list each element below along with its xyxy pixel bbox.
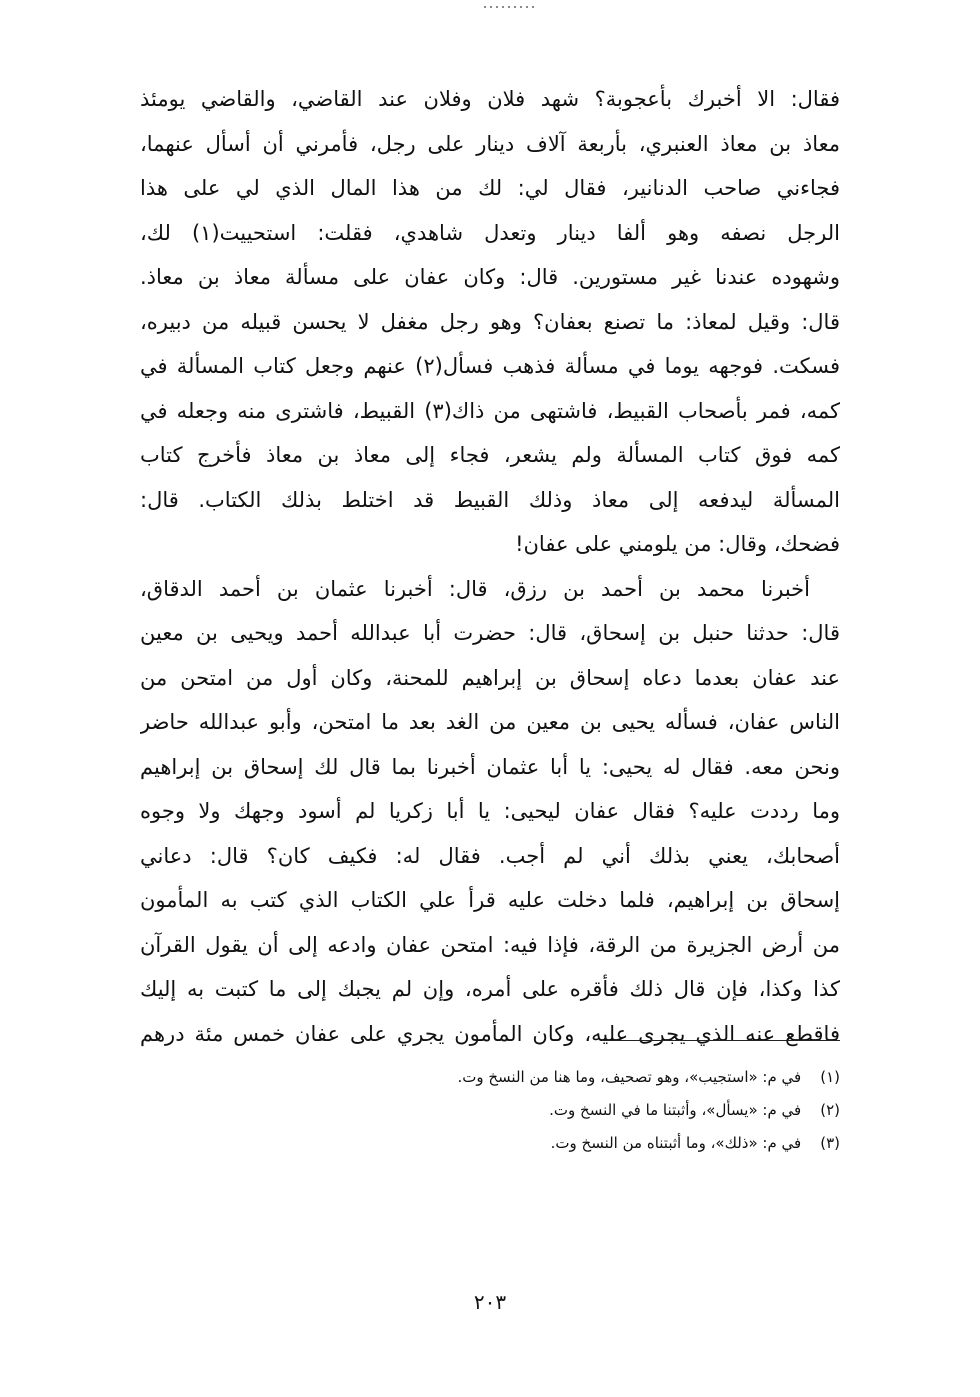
text-line: من أرض الجزيرة من الرقة، فإذا فيه: امتحن عفان وادعه إلى أن يقول القرآن (140, 932, 840, 957)
text-line: كذا وكذا، فإن قال ذلك فأقره على أمره، وإن لم يجبك إلى ما كتبت به إليك (140, 977, 840, 1001)
footnote-text: في م: «يسأل»، وأثبتنا ما في النسخ وت. (549, 1101, 802, 1119)
text-line: ونحن معه. فقال له يحيى: يا أبا عثمان أخبرنا بما قال لك إسحاق بن إبراهيم (140, 754, 840, 779)
page-number: ٢٠٣ (473, 1290, 507, 1314)
footnotes (300, 1061, 840, 1160)
text-line: الناس عفان، فسأله يحيى بن معين من الغد بعد ما امتحن، وأبو عبدالله حاضر (140, 710, 840, 734)
text-line: عند عفان بعدما دعاه إسحاق بن إبراهيم للمحنة، وكان أول من امتحن من (140, 665, 840, 690)
text-line: قال: حدثنا حنبل بن إسحاق، قال: حضرت أبا عبدالله أحمد ويحيى بن معين (140, 621, 840, 645)
footnote-2 (300, 1094, 840, 1127)
text-line: أخبرنا محمد بن أحمد بن رزق، قال: أخبرنا عثمان بن أحمد الدقاق، (140, 576, 810, 601)
footnote-text: في م: «استجيب»، وهو تصحيف، وما هنا من النسخ وت. (457, 1068, 802, 1086)
main-text (140, 77, 840, 1056)
text-line: فسكت. فوجهه يوما في مسألة فذهب فسأل(٢) عنهم وجعل كتاب المسألة في (140, 354, 840, 378)
text-line: معاذ بن معاذ العنبري، بأربعة آلاف دينار على رجل، فأمرني أن أسأل عنهما، (140, 131, 840, 156)
text-line: إسحاق بن إبراهيم، فلما دخلت عليه قرأ علي الكتاب الذي كتب به المأمون (140, 888, 840, 912)
text-line: وشهوده عندنا غير مستورين. قال: وكان عفان على مسألة معاذ بن معاذ. (140, 265, 840, 289)
text-line: فجاءني صاحب الدنانير، فقال لي: لك من هذا المال الذي لي على هذا (140, 176, 840, 200)
text-line: فقال: الا أخبرك بأعجوبة؟ شهد فلان وفلان عند القاضي، والقاضي يومئذ (140, 87, 840, 111)
text-line: المسألة ليدفعه إلى معاذ وذلك القبيط قد اختلط بذلك الكتاب. قال: (140, 487, 840, 512)
text-line: كمه، فمر بأصحاب القبيط، فاشتهى من ذاك(٣) القبيط، فاشترى منه وجعله في (140, 398, 840, 423)
scan-artifact-mark (484, 6, 534, 8)
paragraph-2 (140, 567, 840, 1057)
footnote-3 (300, 1127, 840, 1160)
text-line: قال: وقيل لمعاذ: ما تصنع بعفان؟ وهو رجل مغفل لا يحسن قبيله من دبيره، (140, 309, 840, 334)
text-line: فضحك، وقال: من يلومني على عفان! (515, 532, 840, 556)
text-line: كمه فوق كتاب المسألة ولم يشعر، فجاء إلى معاذ بن معاذ فأخرج كتاب (140, 443, 840, 467)
text-line: وما رددت عليه؟ فقال عفان ليحيى: يا أبا زكريا لم أسود وجهك ولا وجوه (140, 799, 840, 823)
text-line: فاقطع عنه الذي يجرى عليه، وكان المأمون يجري على عفان خمس مئة درهم (140, 1021, 840, 1046)
footnote-number: (١) (820, 1068, 840, 1086)
footnote-text: في م: «ذلك»، وما أثبتناه من النسخ وت. (550, 1134, 802, 1152)
text-line: الرجل نصفه وهو ألفا دينار وتعدل شاهدي، فقلت: استحييت(١) لك، (140, 220, 840, 245)
paragraph-1 (140, 77, 840, 567)
footnote-1 (300, 1061, 840, 1094)
footnote-separator (602, 1040, 840, 1041)
footnote-number: (٢) (820, 1101, 840, 1119)
text-line: أصحابك، يعني بذلك أني لم أجب. فقال له: فكيف كان؟ قال: دعاني (140, 843, 840, 868)
footnote-number: (٣) (820, 1134, 840, 1152)
